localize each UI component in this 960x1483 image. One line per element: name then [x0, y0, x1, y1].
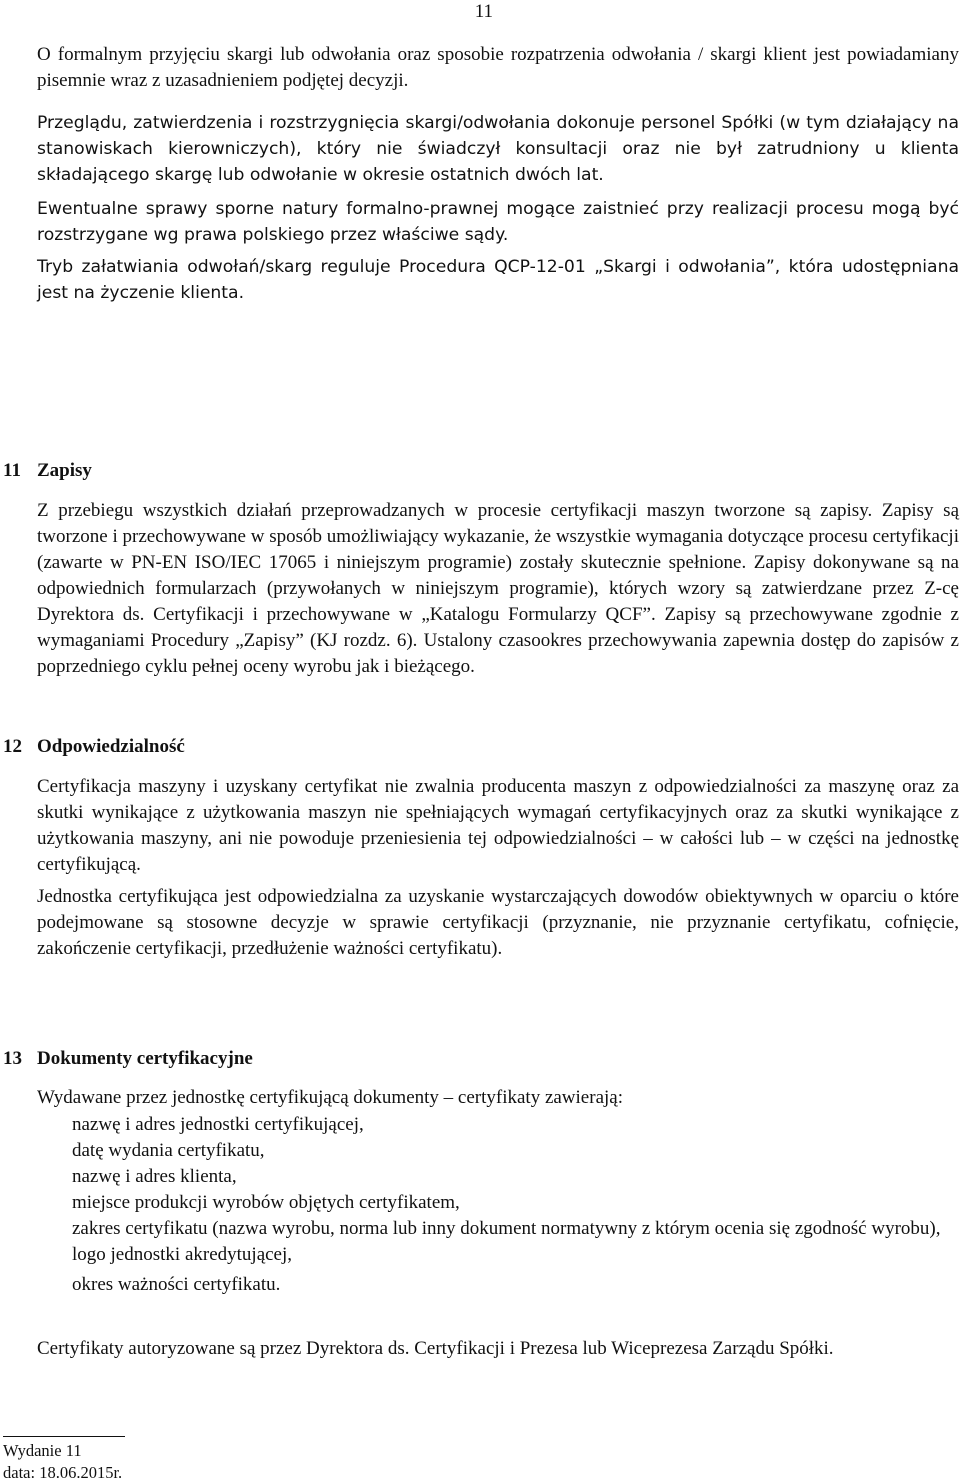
- section-12-paragraph-1: Certyfikacja maszyny i uzyskany certyfikat nie zwalnia producenta maszyn z odpowiedzialności za maszynę oraz za skutki wynikające z użytkowania maszyn nie spełniających wymagań certyfikacyjnych oraz za skutki wynikające z użytkowania maszyny, ani nie powoduje przeniesienia tej odpowiedzialności – w całości lub – w części na jednostkę certyfikującą.: [37, 776, 959, 875]
- intro-paragraph-2: Przeglądu, zatwierdzenia i rozstrzygnięcia skargi/odwołania dokonuje personel Spółki (w tym działający na stanowiskach kierowniczych), który nie świadczył konsultacji oraz nie był zatrudniony u klienta składającego skargę lub odwołanie w okresie ostatnich dwóch lat.: [37, 113, 959, 185]
- section-title: Odpowiedzialność: [37, 736, 185, 757]
- section-11-paragraph: Z przebiegu wszystkich działań przeprowadzanych w procesie certyfikacji maszyn tworzone są zapisy. Zapisy są tworzone i przechowywane w sposób umożliwiający wykazanie, że wszystkie wymagania dotyczące procesu certyfikacji (zawarte w PN-EN ISO/IEC 17065 i niniejszym programie) zostały skutecznie spełnione. Zapisy dokonywane są na odpowiednich formularzach (przywołanych w niniejszym programie), których wzory są zatwierdzane przez Z-cę Dyrektora ds. Certyfikacji i przechowywane w „Katalogu Formularzy QCF”. Zapisy są przechowywane zgodnie z wymaganiami Procedury „Zapisy” (KJ rozdz. 6). Ustalony czasookres przechowywania zapewnia dostęp do zapisów z poprzedniego cyklu pełnej oceny wyrobu jak i bieżącego.: [37, 500, 959, 677]
- intro-paragraph-3: Ewentualne sprawy sporne natury formalno-prawnej mogące zaistnieć przy realizacji procesu mogą być rozstrzygane wg prawa polskiego przez właściwe sądy.: [37, 199, 959, 245]
- footer-divider: [3, 1436, 125, 1437]
- list-item: datę wydania certyfikatu,: [72, 1140, 265, 1161]
- list-item: logo jednostki akredytującej,: [72, 1244, 293, 1265]
- section-number: 11: [3, 460, 21, 481]
- section-13-heading: [3, 1046, 253, 1072]
- section-11-heading: [3, 458, 92, 484]
- list-item: nazwę i adres klienta,: [72, 1166, 237, 1187]
- section-12-heading: [3, 734, 185, 760]
- list-item: zakres certyfikatu (nazwa wyrobu, norma lub inny dokument normatywny z którym ocenia się zgodność wyrobu),: [72, 1218, 941, 1239]
- intro-paragraph-4: Tryb załatwiania odwołań/skarg reguluje Procedura QCP-12-01 „Skargi i odwołania”, która udostępniana jest na życzenie klienta.: [37, 257, 959, 303]
- section-13-intro: Wydawane przez jednostkę certyfikującą dokumenty – certyfikaty zawierają:: [37, 1087, 623, 1108]
- certificate-contents-list: [72, 1112, 960, 1298]
- section-12-paragraph-2: Jednostka certyfikująca jest odpowiedzialna za uzyskanie wystarczających dowodów obiektywnych w oparciu o które podejmowane są stosowne decyzje w sprawie certyfikacji (przyznanie, nie przyznanie certyfikatu, cofnięcie, zakończenie certyfikacji, przedłużenie ważności certyfikatu).: [37, 886, 959, 959]
- section-number: 12: [3, 736, 22, 757]
- footer-edition: Wydanie 11: [3, 1441, 82, 1460]
- list-item: nazwę i adres jednostki certyfikującej,: [72, 1114, 364, 1135]
- intro-paragraph-1: O formalnym przyjęciu skargi lub odwołania oraz sposobie rozpatrzenia odwołania / skargi klient jest powiadamiany pisemnie wraz z uzasadnieniem podjętej decyzji.: [37, 44, 959, 91]
- page-number: 11: [474, 1, 493, 22]
- section-title: Zapisy: [37, 460, 92, 481]
- section-number: 13: [3, 1048, 22, 1069]
- list-item: miejsce produkcji wyrobów objętych certyfikatem,: [72, 1192, 460, 1213]
- section-13-closing: Certyfikaty autoryzowane są przez Dyrektora ds. Certyfikacji i Prezesa lub Wiceprezesa Zarządu Spółki.: [37, 1338, 834, 1359]
- list-item: okres ważności certyfikatu.: [72, 1274, 281, 1295]
- section-title: Dokumenty certyfikacyjne: [37, 1048, 253, 1069]
- footer-date: data: 18.06.2015r.: [3, 1463, 123, 1482]
